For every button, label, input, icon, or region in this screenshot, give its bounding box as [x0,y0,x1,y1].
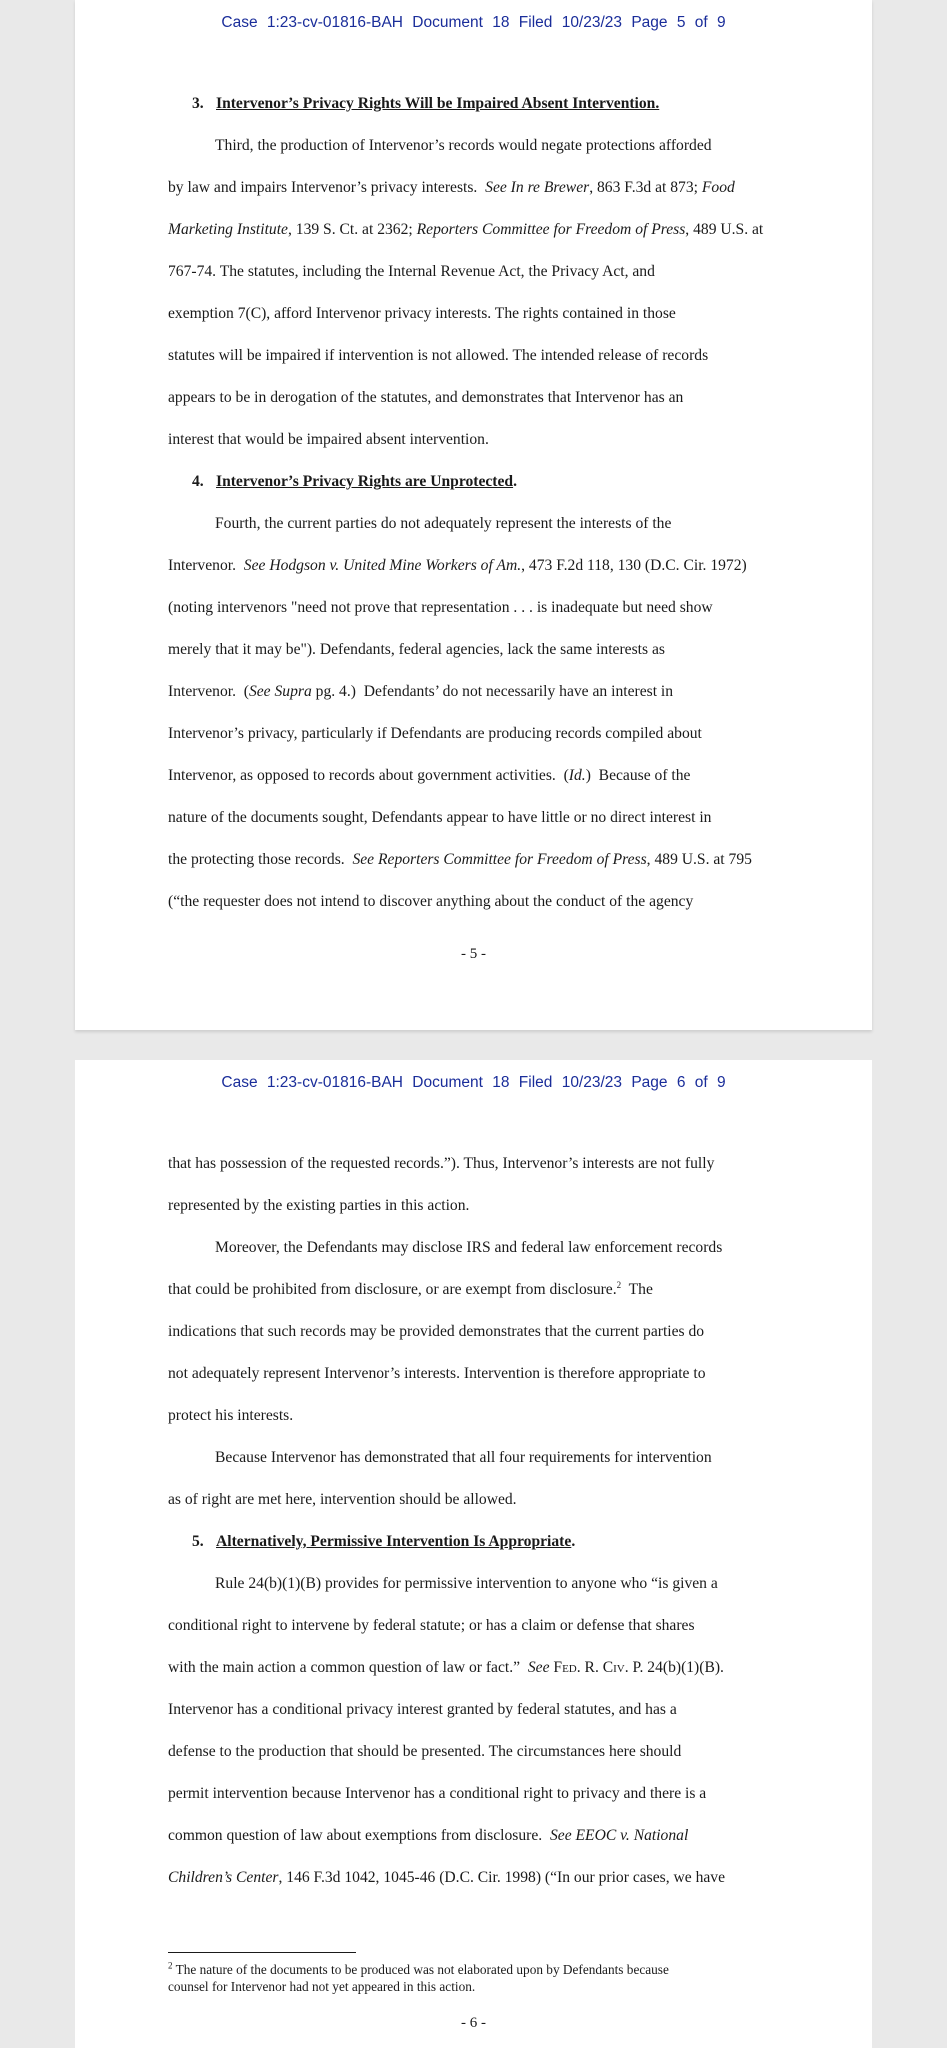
footnote-line [168,1961,808,1978]
document-page-6 [75,1060,872,2048]
body-line: common question of law about exemptions from disclosure. See EEOC v. National [168,1827,689,1844]
body-line: Third, the production of Intervenor’s records would negate protections afforded [215,137,712,154]
heading-period: . [571,1533,576,1550]
case-header-stamp: Case 1:23-cv-01816-BAH Document 18 Filed 10/23/23 Page 5 of 9 [221,14,726,31]
case-header-stamp: Case 1:23-cv-01816-BAH Document 18 Filed 10/23/23 Page 6 of 9 [221,1074,726,1091]
body-line: Intervenor, as opposed to records about government activities. (Id.) Because of the [168,767,691,784]
heading-period: . [513,473,517,490]
body-line: Intervenor has a conditional privacy interest granted by federal statutes, and has a [168,1701,677,1718]
body-line: defense to the production that should be presented. The circumstances here should [168,1743,682,1760]
footnote-ref[interactable]: 2 [616,1279,622,1290]
section-heading-3 [192,94,832,114]
body-line: Intervenor’s privacy, particularly if Defendants are producing records compiled about [168,725,702,742]
section-heading-5 [192,1532,832,1552]
body-line: that has possession of the requested records.”). Thus, Intervenor’s interests are not fully [168,1155,715,1172]
body-line: not adequately represent Intervenor’s interests. Intervention is therefore appropriate to [168,1365,706,1382]
body-line: statutes will be impaired if intervention is not allowed. The intended release of records [168,347,709,364]
body-text: that could be prohibited from disclosure, or are exempt from disclosure. [168,1281,617,1298]
body-line: as of right are met here, intervention should be allowed. [168,1491,517,1508]
body-line: (noting intervenors "need not prove that representation . . . is inadequate but need show [168,599,713,616]
section-number: 4. [192,473,204,490]
body-line: indications that such records may be provided demonstrates that the current parties do [168,1323,705,1340]
body-line: Intervenor. (See Supra pg. 4.) Defendants’ do not necessarily have an interest in [168,683,674,700]
body-line: Intervenor. See Hodgson v. United Mine Workers of Am., 473 F.2d 118, 130 (D.C. Cir. 1972) [168,557,747,574]
body-line: represented by the existing parties in this action. [168,1197,470,1214]
footnote-text: The nature of the documents to be produced was not elaborated upon by Defendants because [175,1962,669,1977]
body-line: merely that it may be"). Defendants, federal agencies, lack the same interests as [168,641,665,658]
body-line: Fourth, the current parties do not adequately represent the interests of the [215,515,672,532]
body-line: by law and impairs Intervenor’s privacy interests. See In re Brewer, 863 F.3d at 873; Food [168,179,735,196]
body-line: Children’s Center, 146 F.3d 1042, 1045-46 (D.C. Cir. 1998) (“In our prior cases, we have [168,1869,726,1886]
body-line: interest that would be impaired absent intervention. [168,431,489,448]
footnote-line: counsel for Intervenor had not yet appeared in this action. [168,1979,476,1994]
body-line: Rule 24(b)(1)(B) provides for permissive intervention to anyone who “is given a [215,1575,718,1592]
page-number: - 6 - [461,2015,486,2031]
body-line: conditional right to intervene by federal statute; or has a claim or defense that shares [168,1617,695,1634]
section-title: Intervenor’s Privacy Rights are Unprotected [216,473,514,490]
body-line: nature of the documents sought, Defendants appear to have little or no direct interest in [168,809,712,826]
body-line [168,1280,808,1300]
document-page-5 [75,0,872,1030]
section-heading-4 [192,472,832,492]
page-number: - 5 - [461,946,486,962]
section-number: 5. [192,1533,204,1550]
body-line: exemption 7(C), afford Intervenor privacy interests. The rights contained in those [168,305,676,322]
body-line: (“the requester does not intend to discover anything about the conduct of the agency [168,893,694,910]
body-line: Moreover, the Defendants may disclose IRS and federal law enforcement records [215,1239,723,1256]
section-title: Intervenor’s Privacy Rights Will be Impaired Absent Intervention. [216,95,660,112]
body-line: protect his interests. [168,1407,294,1424]
body-line: Because Intervenor has demonstrated that all four requirements for intervention [215,1449,712,1466]
body-line: the protecting those records. See Reporters Committee for Freedom of Press, 489 U.S. at 795 [168,851,752,868]
section-title: Alternatively, Permissive Intervention Is Appropriate [216,1533,572,1550]
body-line: 767-74. The statutes, including the Internal Revenue Act, the Privacy Act, and [168,263,655,280]
body-line: appears to be in derogation of the statutes, and demonstrates that Intervenor has an [168,389,684,406]
body-line: with the main action a common question of law or fact.” See Fed. R. Civ. P. 24(b)(1)(B). [168,1659,724,1676]
body-line: permit intervention because Intervenor has a conditional right to privacy and there is a [168,1785,707,1802]
footnote-separator [168,1952,356,1953]
body-text: The [621,1281,653,1298]
body-line: Marketing Institute, 139 S. Ct. at 2362; Reporters Committee for Freedom of Press, 489 U.S. at [168,221,764,238]
section-number: 3. [192,95,204,112]
footnote-marker: 2 [168,1960,173,1971]
